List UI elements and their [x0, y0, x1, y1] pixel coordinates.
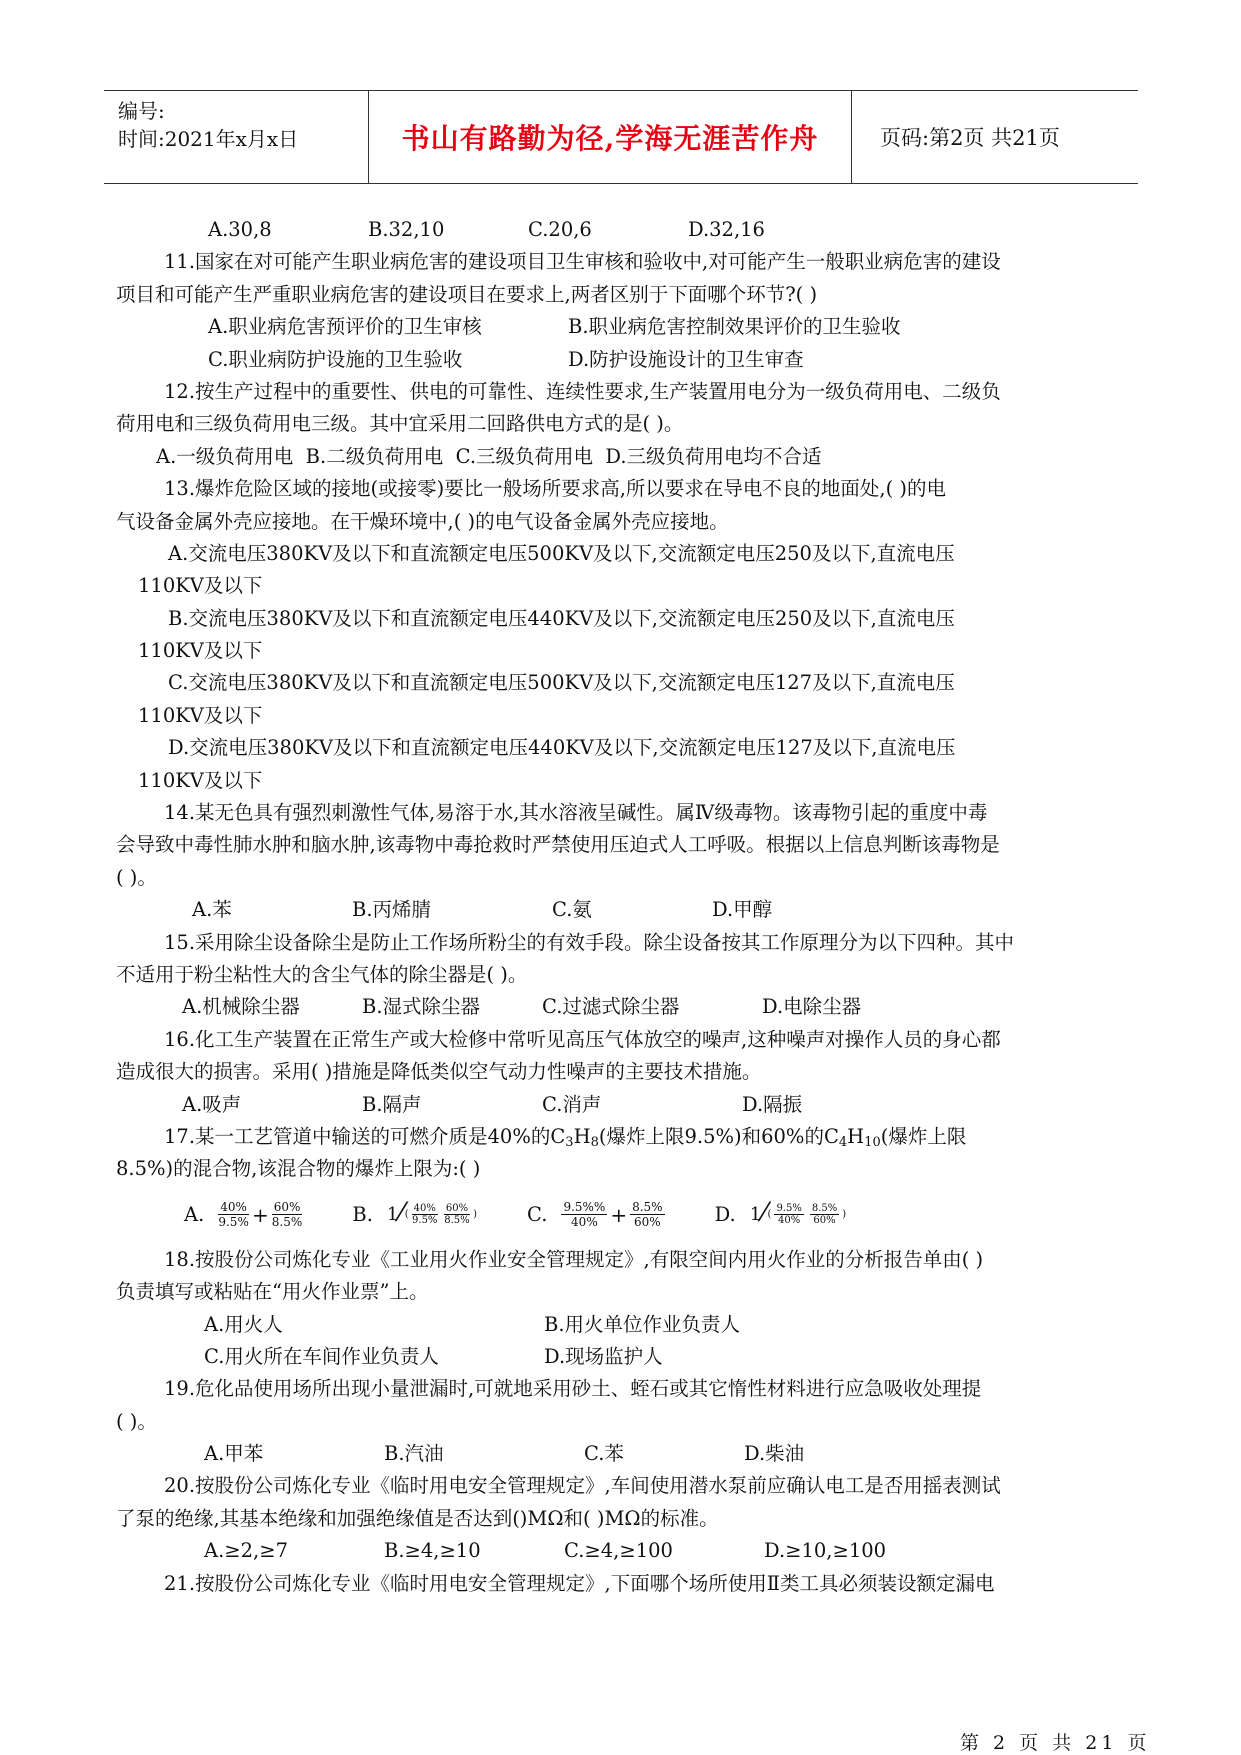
q13-stem-1: 13.爆炸危险区域的接地(或接零)要比一般场所要求高,所以要求在导电不良的地面处,( )的电: [164, 477, 947, 501]
q17-option-a: [184, 1200, 302, 1229]
q10-option-c: C.20,6: [528, 218, 592, 241]
reciprocal-expression: [749, 1197, 847, 1230]
q21-stem-1: 21.按股份公司炼化专业《临时用电安全管理规定》,下面哪个场所使用Ⅱ类工具必须装设额定漏电: [164, 1571, 995, 1595]
numerator: 9.5%: [776, 1203, 802, 1215]
q15-option-a: A.机械除尘器: [182, 995, 300, 1019]
q12-stem-2: 荷用电和三级负荷用电三级。其中宜采用二回路供电方式的是( )。: [116, 412, 684, 436]
numerator: 8.5%: [811, 1203, 838, 1215]
denominator: 8.5%: [444, 1215, 470, 1227]
q17-sub-4: 10: [864, 1134, 881, 1150]
numerator: 40%: [413, 1203, 436, 1215]
q14-option-b: B.丙烯腈: [352, 898, 432, 922]
denominator: 60%: [634, 1215, 661, 1230]
number-label: 编号:: [118, 99, 165, 123]
q17-stem-1b: H: [573, 1124, 591, 1148]
q17-stem-2: 8.5%)的混合物,该混合物的爆炸上限为:( ): [116, 1157, 481, 1181]
q11-options-ab: [116, 311, 1126, 343]
fraction: [630, 1200, 665, 1229]
q17-options: [116, 1186, 1126, 1244]
q11-stem-1: 11.国家在对可能产生职业病危害的建设项目卫生审核和验收中,对可能产生一般职业病危害的建设: [164, 250, 1001, 274]
q17-stem-1d: H: [847, 1124, 865, 1148]
q19-stem-1: 19.危化品使用场所出现小量泄漏时,可就地采用砂土、蛭石或其它惰性材料进行应急吸收处理提: [164, 1377, 982, 1401]
q16-option-c: C.消声: [542, 1092, 602, 1116]
page-footer: 第 2 页 共 21 页: [960, 1732, 1151, 1754]
q20-option-a: A.≥2,≥7: [204, 1539, 288, 1563]
numerator: 9.5%%: [563, 1200, 606, 1215]
q10-options: [116, 214, 1126, 246]
q17-option-b-label: B.: [352, 1203, 373, 1227]
q15-option-c: C.过滤式除尘器: [542, 995, 680, 1019]
q16-option-d: D.隔振: [742, 1092, 803, 1116]
q17-option-c-label: C.: [527, 1203, 548, 1227]
fraction: [444, 1203, 470, 1226]
q16-stem-2: 造成很大的损害。采用( )措施是降低类似空气动力性噪声的主要技术措施。: [116, 1060, 762, 1084]
q17-stem-1a: 17.某一工艺管道中输送的可燃介质是40%的C: [164, 1124, 566, 1148]
q15-stem-2: 不适用于粉尘粘性大的含尘气体的除尘器是( )。: [116, 962, 528, 986]
q14-option-c: C.氨: [552, 898, 592, 922]
q19-option-c: C.苯: [584, 1442, 624, 1466]
q12-options: A.一级负荷用电 B.二级负荷用电 C.三级负荷用电 D.三级负荷用电均不合适: [156, 444, 822, 468]
motto: 书山有路勤为径,学海无涯苦作舟: [368, 91, 852, 183]
q18-option-b: B.用火单位作业负责人: [544, 1312, 741, 1336]
q20-option-c: C.≥4,≥100: [564, 1539, 673, 1563]
q11-option-a: A.职业病危害预评价的卫生审核: [208, 315, 482, 339]
numerator-one: 1: [749, 1204, 762, 1226]
q13-option-b: B.交流电压380KV及以下和直流额定电压440KV及以下,交流额定电压250及以下,直流电压: [168, 606, 955, 630]
q19-option-d: D.柴油: [744, 1442, 805, 1466]
plus-sign: +: [610, 1202, 628, 1227]
reciprocal-expression: [386, 1197, 477, 1230]
q18-options-cd: [116, 1341, 1126, 1373]
q18-option-c: C.用火所在车间作业负责人: [204, 1344, 439, 1368]
q10-option-b: B.32,10: [368, 218, 445, 241]
q16-option-b: B.隔声: [362, 1092, 422, 1116]
q17-stem-1e: (爆炸上限: [880, 1124, 967, 1148]
q18-options-ab: [116, 1309, 1126, 1341]
q17-option-d-label: D.: [714, 1203, 736, 1227]
q13-stem-2: 气设备金属外壳应接地。在干燥环境中,( )的电气设备金属外壳应接地。: [116, 509, 729, 533]
q16-options: [116, 1089, 1126, 1121]
q14-stem-3: ( )。: [116, 865, 157, 889]
paren-close: ): [473, 1209, 477, 1221]
q15-option-d: D.电除尘器: [762, 995, 862, 1019]
denominator: 9.5%: [218, 1215, 249, 1230]
time-label: 时间:2021年x月x日: [118, 127, 299, 151]
q18-stem-1: 18.按股份公司炼化专业《工业用火作业安全管理规定》,有限空间内用火作业的分析报告单由( ): [164, 1247, 984, 1271]
q17-option-d: [714, 1197, 847, 1230]
numerator: 40%: [220, 1200, 247, 1215]
q19-option-a: A.甲苯: [204, 1442, 264, 1466]
q14-option-a: A.苯: [192, 898, 232, 922]
denominator: 40%: [571, 1215, 598, 1230]
denominator: 60%: [813, 1215, 836, 1227]
denominator: 40%: [778, 1215, 801, 1227]
q14-stem-2: 会导致中毒性肺水肿和脑水肿,该毒物中毒抢救时严禁使用压迫式人工呼吸。根据以上信息判断该毒物是: [116, 833, 1000, 857]
document-body: [116, 214, 1126, 1600]
numerator: 8.5%: [632, 1200, 663, 1215]
q16-stem-1: 16.化工生产装置在正常生产或大检修中常听见高压气体放空的噪声,这种噪声对操作人员的身心都: [164, 1027, 1001, 1051]
q13-option-c: C.交流电压380KV及以下和直流额定电压500KV及以下,交流额定电压127及以下,直流电压: [168, 671, 955, 695]
q20-option-d: D.≥10,≥100: [764, 1539, 887, 1563]
q13-option-b-cont: 110KV及以下: [138, 639, 263, 663]
fraction: [810, 1203, 839, 1226]
q13-option-d-cont: 110KV及以下: [138, 768, 263, 792]
fraction: [561, 1200, 607, 1229]
q17-option-b: [352, 1197, 477, 1230]
q17-stem-1c: (爆炸上限9.5%)和60%的C: [598, 1124, 839, 1148]
q12-stem-1: 12.按生产过程中的重要性、供电的可靠性、连续性要求,生产装置用电分为一级负荷用电、二级负: [164, 379, 1001, 403]
sum-expression: [405, 1203, 477, 1226]
plus-sign: +: [251, 1202, 269, 1227]
q17-sub-1: 3: [565, 1134, 574, 1150]
fraction: [412, 1203, 438, 1226]
q14-stem-1: 14.某无色具有强烈刺激性气体,易溶于水,其水溶液呈碱性。属Ⅳ级毒物。该毒物引起的重度中毒: [164, 801, 988, 825]
q17-option-a-label: A.: [184, 1203, 205, 1227]
q13-option-a-cont: 110KV及以下: [138, 574, 263, 598]
q20-options: [116, 1535, 1126, 1567]
denominator: 8.5%: [271, 1215, 303, 1230]
q11-options-cd: [116, 344, 1126, 376]
q10-option-a: A.30,8: [208, 218, 272, 241]
q20-option-b: B.≥4,≥10: [384, 1539, 481, 1563]
q18-option-a: A.用火人: [204, 1312, 283, 1336]
paren-open: (: [404, 1209, 409, 1221]
numerator: 60%: [445, 1203, 469, 1215]
page-header: [104, 90, 1138, 184]
q18-stem-2: 负责填写或粘贴在“用火作业票”上。: [116, 1280, 429, 1304]
q15-options: [116, 991, 1126, 1023]
q11-option-b: B.职业病危害控制效果评价的卫生验收: [568, 315, 901, 339]
q11-option-c: C.职业病防护设施的卫生验收: [208, 347, 463, 371]
q13-option-a: A.交流电压380KV及以下和直流额定电压500KV及以下,交流额定电压250及以下,直流电压: [168, 541, 955, 565]
q14-option-d: D.甲醇: [712, 898, 773, 922]
numerator: 60%: [273, 1200, 301, 1215]
q19-stem-2: ( )。: [116, 1409, 157, 1433]
q10-option-d: D.32,16: [688, 218, 765, 241]
q20-stem-2: 了泵的绝缘,其基本绝缘和加强绝缘值是否达到()MΩ和( )MΩ的标准。: [116, 1506, 719, 1530]
q14-options: [116, 894, 1126, 926]
q13-option-d: D.交流电压380KV及以下和直流额定电压440KV及以下,交流额定电压127及以下,直流电压: [168, 736, 956, 760]
q17-sub-2: 8: [590, 1134, 599, 1150]
slash-icon: ⁄: [762, 1197, 767, 1228]
q13-option-c-cont: 110KV及以下: [138, 703, 263, 727]
slash-icon: ⁄: [399, 1197, 404, 1228]
denominator: 9.5%: [412, 1215, 438, 1227]
q11-option-d: D.防护设施设计的卫生审查: [568, 347, 804, 371]
paren-open: (: [767, 1209, 772, 1221]
header-left: [118, 91, 368, 189]
page-info: 页码:第2页 共21页: [880, 126, 1060, 150]
q17-sub-3: 4: [838, 1134, 848, 1150]
q17-stem-1: [116, 1121, 1126, 1153]
q15-option-b: B.湿式除尘器: [362, 995, 481, 1019]
q15-stem-1: 15.采用除尘设备除尘是防止工作场所粉尘的有效手段。除尘设备按其工作原理分为以下四种。其中: [164, 930, 1015, 954]
fraction: [218, 1200, 249, 1229]
q19-option-b: B.汽油: [384, 1442, 444, 1466]
fraction: [272, 1200, 303, 1229]
q19-options: [116, 1438, 1126, 1470]
q16-option-a: A.吸声: [182, 1092, 242, 1116]
q18-option-d: D.现场监护人: [544, 1344, 663, 1368]
paren-close: ): [842, 1209, 847, 1221]
q20-stem-1: 20.按股份公司炼化专业《临时用电安全管理规定》,车间使用潜水泵前应确认电工是否用摇表测试: [164, 1474, 1001, 1498]
q17-option-c: [527, 1200, 665, 1229]
fraction: [774, 1203, 803, 1226]
numerator-one: 1: [386, 1204, 399, 1226]
sum-expression: [768, 1203, 847, 1226]
q11-stem-2: 项目和可能产生严重职业病危害的建设项目在要求上,两者区别于下面哪个环节?( ): [116, 282, 818, 306]
